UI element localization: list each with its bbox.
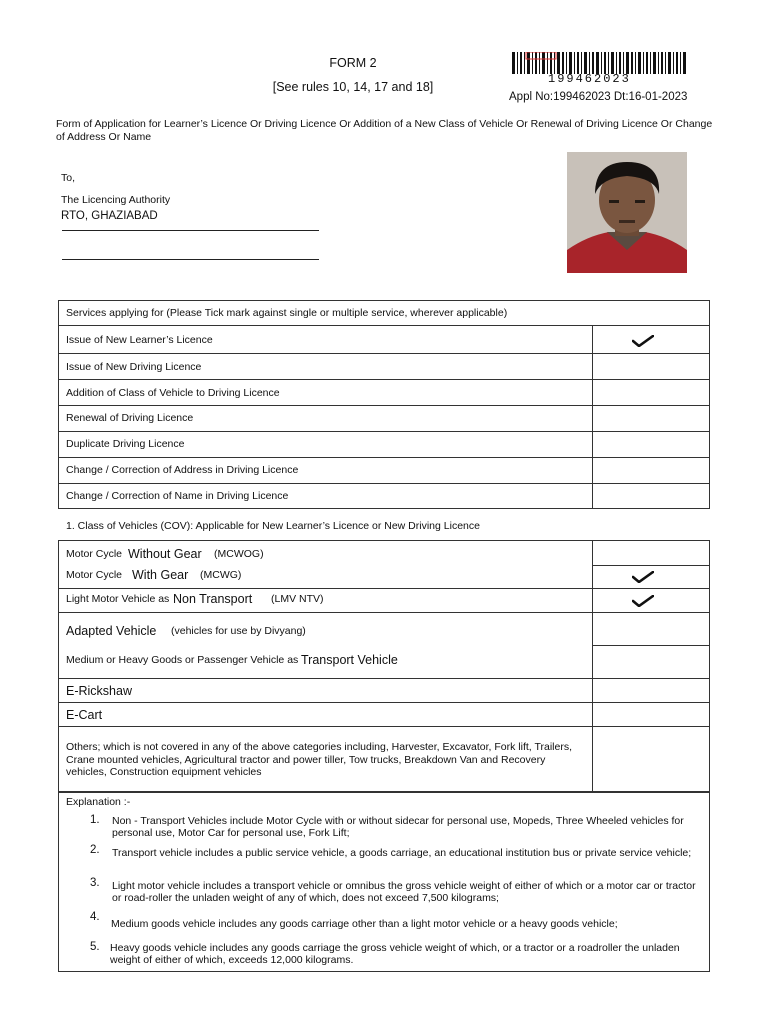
barcode-number: 199462023 <box>548 72 631 86</box>
checkmark-icon[interactable] <box>632 595 654 607</box>
explanation-number: 1. <box>90 814 100 826</box>
service-change-address: Change / Correction of Address in Driving Licence <box>66 464 299 476</box>
cov-mc-prefix: Motor Cycle <box>66 548 123 560</box>
form-description: Form of Application for Learner’s Licence Or Driving Licence Or Addition of a New Class of Vehicle Or Renewal of Driving Licence Or Change of Address Or Name <box>56 118 713 143</box>
explanation-number: 5. <box>90 941 100 953</box>
explanation-item: Non - Transport Vehicles include Motor Cycle with or without sidecar for personal use, Mopeds, Three Wheeled vehicles for personal use, Motor Car for personal use, Fork Lift; <box>112 815 684 839</box>
explanation-title: Explanation :- <box>66 796 131 808</box>
service-new-driving-licence: Issue of New Driving Licence <box>66 361 202 373</box>
checkmark-icon[interactable] <box>632 571 654 583</box>
services-heading: Services applying for (Please Tick mark against single or multiple service, wherever applicable) <box>66 307 508 319</box>
rules-reference: [See rules 10, 14, 17 and 18] <box>272 80 434 94</box>
explanation-item: Heavy goods vehicle includes any goods carriage the gross vehicle weight of which, or a tractor or a roadroller the unladen weight of either of which, exceeds 12,000 kilograms. <box>110 942 680 966</box>
explanation-number: 4. <box>90 911 100 923</box>
to-label: To, <box>61 172 76 184</box>
explanation-item: Medium goods vehicle includes any goods carriage other than a light motor vehicle or a heavy goods vehicle; <box>111 918 618 930</box>
rto-name: RTO, GHAZIABAD <box>61 210 158 222</box>
service-addition-class: Addition of Class of Vehicle to Driving Licence <box>66 387 280 399</box>
cov-ecart: E-Cart <box>66 708 103 722</box>
service-renewal: Renewal of Driving Licence <box>66 412 194 424</box>
checkmark-icon[interactable] <box>632 335 654 347</box>
cov-mc-prefix: Motor Cycle <box>66 569 123 581</box>
cov-mcwog-type: Without Gear <box>128 547 202 561</box>
explanation-item: Transport vehicle includes a public service vehicle, a goods carriage, an educational institution bus or private service vehicle; <box>112 847 692 859</box>
service-change-name: Change / Correction of Name in Driving Licence <box>66 490 289 502</box>
explanation-item: Light motor vehicle includes a transport vehicle or omnibus the gross vehicle weight of either of which or a motor car or tractor or road-roller the unladen weight of any of which, does not exceed 7,500 kilograms; <box>112 880 696 904</box>
cov-erickshaw: E-Rickshaw <box>66 684 132 698</box>
cov-heavy-prefix: Medium or Heavy Goods or Passenger Vehicle as <box>66 654 299 666</box>
address-line-2 <box>62 259 319 260</box>
cov-lmv-prefix: Light Motor Vehicle as <box>66 593 170 605</box>
cov-mcwog-code: (MCWOG) <box>214 548 264 560</box>
applicant-photo <box>567 152 687 273</box>
cov-lmv-type: Non Transport <box>173 592 253 606</box>
cov-others: Others; which is not covered in any of the above categories including, Harvester, Excavator, Fork lift, Trailers, Crane mounted vehicles, Agricultural tractor and power tiller, Tow trucks, Breakdown Van and Recovery vehicles, Construction equipment vehicles <box>66 741 572 778</box>
cov-adapted-label: Adapted Vehicle <box>66 624 157 638</box>
explanation-number: 2. <box>90 844 100 856</box>
cov-heavy-type: Transport Vehicle <box>301 653 398 667</box>
cov-mcwg-code: (MCWG) <box>200 569 242 581</box>
application-number: Appl No:199462023 Dt:16-01-2023 <box>509 91 688 103</box>
service-learners-licence: Issue of New Learner’s Licence <box>66 334 213 346</box>
cov-mcwg-type: With Gear <box>132 568 189 582</box>
cov-adapted-note: (vehicles for use by Divyang) <box>171 625 306 637</box>
authority-label: The Licencing Authority <box>61 194 171 206</box>
service-duplicate: Duplicate Driving Licence <box>66 438 185 450</box>
barcode-icon <box>512 52 688 74</box>
cov-lmv-code: (LMV NTV) <box>271 593 324 605</box>
explanation-number: 3. <box>90 877 100 889</box>
cov-heading: 1. Class of Vehicles (COV): Applicable for New Learner’s Licence or New Driving Licence <box>66 520 480 532</box>
form-number: FORM 2 <box>329 56 377 70</box>
address-line-1 <box>62 230 319 231</box>
